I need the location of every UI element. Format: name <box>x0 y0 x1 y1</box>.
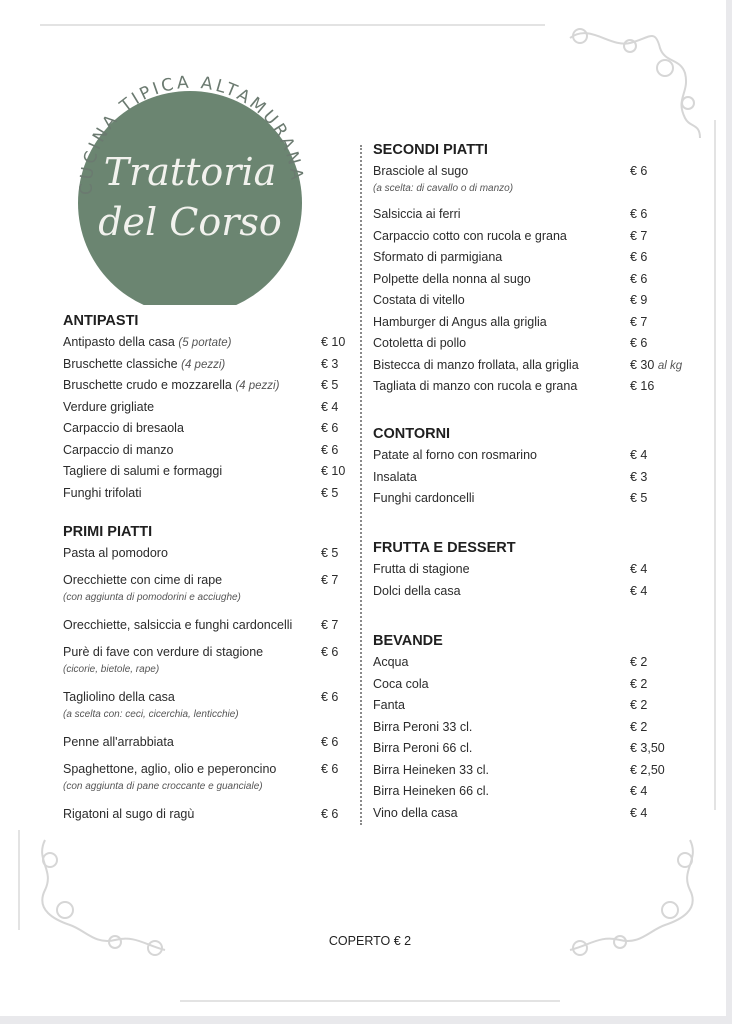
menu-item <box>63 375 353 397</box>
item-name: Insalata <box>373 469 417 484</box>
item-name: Brasciole al sugo <box>373 164 469 178</box>
item-description: (con aggiunta di pane croccante e guanciale) <box>63 781 263 792</box>
item-name: Pasta al pomodoro <box>63 546 168 560</box>
item-price <box>630 674 647 696</box>
section-title: ANTIPASTI <box>63 313 139 329</box>
price-value: € 5 <box>321 546 339 560</box>
item-name: Birra Peroni 66 cl. <box>373 741 473 755</box>
item-name: Birra Peroni 33 cl. <box>373 719 473 734</box>
menu-item <box>373 674 713 696</box>
price-value: € 7 <box>630 314 648 329</box>
item-name: Purè di fave con verdure di stagione <box>63 645 264 659</box>
item-price <box>630 290 647 312</box>
item-name: Tagliolino della casa <box>63 690 175 704</box>
item-name: Polpette della nonna al sugo <box>373 271 531 286</box>
menu-item <box>373 226 713 248</box>
item-price <box>321 615 338 637</box>
item-name: Funghi trifolati <box>63 485 142 500</box>
menu-section-primi <box>63 522 353 831</box>
frame-line-left <box>18 830 20 930</box>
item-price <box>630 581 647 603</box>
logo-arc-text: CUCINA TIPICA ALTAMURANA <box>76 72 307 196</box>
menu-item <box>373 717 713 739</box>
item-name: Carpaccio di manzo <box>63 442 174 457</box>
item-price <box>321 642 338 664</box>
menu-item <box>373 269 713 291</box>
item-price <box>630 333 647 355</box>
item-name: Tagliere di salumi e formaggi <box>63 464 223 478</box>
price-value: € 4 <box>630 448 648 462</box>
item-price <box>321 332 345 354</box>
item-note: (5 portate) <box>178 337 232 349</box>
price-value: € 7 <box>630 228 648 243</box>
price-value: € 3 <box>630 469 648 484</box>
item-price <box>630 247 647 269</box>
price-value: € 7 <box>321 573 339 587</box>
item-price <box>321 375 338 397</box>
item-name: Fanta <box>373 698 405 712</box>
item-price <box>630 355 682 378</box>
price-value: € 5 <box>321 485 339 500</box>
item-name: Rigatoni al sugo di ragù <box>63 807 195 821</box>
item-price <box>321 732 338 754</box>
menu-item <box>63 543 353 570</box>
menu-item <box>373 204 713 226</box>
item-price <box>321 570 338 592</box>
price-value: € 3,50 <box>630 741 665 755</box>
menu-item <box>373 738 713 760</box>
item-name: Coca cola <box>373 676 429 691</box>
item-name: Frutta di stagione <box>373 562 470 576</box>
logo-title-line2: del Corso <box>98 200 282 244</box>
logo-title-line1: Trattoria <box>103 150 277 194</box>
menu-item <box>373 760 713 782</box>
menu-item <box>373 488 713 510</box>
price-value: € 6 <box>321 442 339 457</box>
item-price <box>630 312 647 334</box>
column-divider <box>360 145 362 825</box>
item-name: Birra Heineken 66 cl. <box>373 784 490 798</box>
item-price <box>630 717 647 739</box>
price-unit: al kg <box>657 359 683 372</box>
menu-column-right <box>373 0 713 1000</box>
item-price <box>630 161 647 183</box>
price-value: € 7 <box>321 618 339 632</box>
item-name: Patate al forno con rosmarino <box>373 448 537 462</box>
price-value: € 4 <box>630 583 648 598</box>
section-title: CONTORNI <box>373 426 451 442</box>
item-price <box>630 695 647 717</box>
menu-item <box>63 687 353 732</box>
menu-item <box>373 290 713 312</box>
price-value: € 30 <box>630 357 655 372</box>
item-price <box>321 418 338 440</box>
menu-section-frutta <box>373 538 713 602</box>
item-name: Verdure grigliate <box>63 399 155 414</box>
item-name: Cotoletta di pollo <box>373 336 467 350</box>
frame-line-bottom <box>180 1000 560 1002</box>
item-name: Tagliata di manzo con rucola e grana <box>373 379 578 393</box>
price-value: € 6 <box>630 164 648 178</box>
menu-item <box>373 445 713 467</box>
price-value: € 6 <box>321 690 339 704</box>
item-price <box>321 804 338 826</box>
item-name: Vino della casa <box>373 805 458 820</box>
menu-item <box>63 397 353 419</box>
menu-item <box>373 312 713 334</box>
item-price <box>630 738 665 760</box>
item-name: Antipasto della casa <box>63 335 175 349</box>
item-price <box>630 467 647 489</box>
menu-item <box>63 418 353 440</box>
item-name: Hamburger di Angus alla griglia <box>373 314 547 329</box>
item-price <box>321 440 338 462</box>
item-name: Bistecca di manzo frollata, alla griglia <box>373 357 579 372</box>
item-name: Dolci della casa <box>373 583 461 598</box>
menu-item <box>373 333 713 355</box>
item-note: (4 pezzi) <box>235 380 280 392</box>
menu-item <box>63 332 353 354</box>
price-value: € 4 <box>321 399 339 414</box>
item-price <box>630 376 654 398</box>
menu-item <box>63 570 353 615</box>
frame-line-right <box>714 120 716 810</box>
menu-item <box>373 467 713 489</box>
item-price <box>630 226 647 248</box>
price-value: € 6 <box>321 762 339 776</box>
price-value: € 2 <box>630 676 648 691</box>
item-price <box>630 204 647 226</box>
section-title: PRIMI PIATTI <box>63 524 153 540</box>
menu-item <box>373 695 713 717</box>
item-price <box>630 781 647 803</box>
menu-item <box>63 354 353 376</box>
item-name: Carpaccio cotto con rucola e grana <box>373 228 567 243</box>
price-value: € 6 <box>321 645 339 659</box>
menu-section-antipasti <box>63 311 353 504</box>
item-description: (con aggiunta di pomodorini e acciughe) <box>63 592 241 603</box>
price-value: € 16 <box>630 379 655 393</box>
price-value: € 4 <box>630 805 648 820</box>
menu-item <box>63 440 353 462</box>
menu-item <box>373 581 713 603</box>
price-value: € 2,50 <box>630 762 665 777</box>
menu-item <box>63 461 353 483</box>
item-price <box>630 652 647 674</box>
price-value: € 10 <box>321 464 346 478</box>
item-description: (a scelta con: ceci, cicerchia, lenticchie) <box>63 709 239 720</box>
item-name: Bruschette classiche <box>63 356 178 371</box>
menu-item <box>373 376 713 398</box>
item-price <box>630 269 647 291</box>
menu-section-bevande <box>373 631 713 824</box>
item-name: Costata di vitello <box>373 293 465 307</box>
menu-item <box>373 803 713 825</box>
item-name: Salsiccia ai ferri <box>373 207 461 221</box>
section-title: BEVANDE <box>373 633 443 649</box>
menu-item <box>373 781 713 803</box>
price-value: € 6 <box>321 735 339 749</box>
item-price <box>321 759 338 781</box>
menu-item <box>63 732 353 759</box>
item-name: Orecchiette, salsiccia e funghi cardoncelli <box>63 618 293 632</box>
price-value: € 3 <box>321 356 339 371</box>
item-name: Funghi cardoncelli <box>373 491 475 505</box>
price-value: € 6 <box>630 336 648 350</box>
coperto-charge: COPERTO € 2 <box>328 934 412 948</box>
menu-section-secondi <box>373 140 713 398</box>
item-name: Bruschette crudo e mozzarella <box>63 378 232 392</box>
menu-item <box>373 161 713 204</box>
item-name: Spaghettone, aglio, olio e peperoncino <box>63 762 277 776</box>
item-price <box>630 488 647 510</box>
item-name: Acqua <box>373 655 409 669</box>
price-value: € 2 <box>630 719 648 734</box>
price-value: € 4 <box>630 562 648 576</box>
price-value: € 5 <box>321 378 339 392</box>
item-price <box>321 543 338 565</box>
section-title: SECONDI PIATTI <box>373 142 488 158</box>
price-value: € 6 <box>321 421 339 435</box>
price-value: € 6 <box>630 250 648 264</box>
item-price <box>630 559 647 581</box>
menu-item <box>63 642 353 687</box>
item-name: Sformato di parmigiana <box>373 250 503 264</box>
menu-item <box>373 652 713 674</box>
section-title: FRUTTA E DESSERT <box>373 540 516 556</box>
item-price <box>630 803 647 825</box>
item-note: (4 pezzi) <box>181 358 226 371</box>
menu-item <box>373 559 713 581</box>
item-price <box>321 483 338 505</box>
menu-column-left <box>63 0 353 1000</box>
price-value: € 2 <box>630 655 648 669</box>
price-value: € 4 <box>630 784 648 798</box>
item-price <box>630 760 665 782</box>
menu-item <box>373 355 713 377</box>
menu-item <box>63 759 353 804</box>
price-value: € 10 <box>321 335 346 349</box>
item-price <box>321 687 338 709</box>
price-value: € 6 <box>630 271 648 286</box>
price-value: € 2 <box>630 698 648 712</box>
menu-item <box>63 615 353 642</box>
price-value: € 6 <box>630 207 648 221</box>
item-price <box>630 445 647 467</box>
menu-item <box>63 804 353 831</box>
menu-item <box>373 247 713 269</box>
item-price <box>321 354 338 376</box>
item-description: (a scelta: di cavallo o di manzo) <box>373 183 514 194</box>
item-name: Carpaccio di bresaola <box>63 421 184 435</box>
item-name: Birra Heineken 33 cl. <box>373 762 490 777</box>
menu-section-contorni <box>373 424 713 510</box>
item-price <box>321 397 338 419</box>
price-value: € 5 <box>630 491 648 505</box>
item-name: Penne all'arrabbiata <box>63 735 174 749</box>
price-value: € 9 <box>630 293 648 307</box>
item-description: (cicorie, bietole, rape) <box>63 664 160 675</box>
item-price <box>321 461 345 483</box>
price-value: € 6 <box>321 807 339 821</box>
item-name: Orecchiette con cime di rape <box>63 573 223 587</box>
menu-item <box>63 483 353 505</box>
